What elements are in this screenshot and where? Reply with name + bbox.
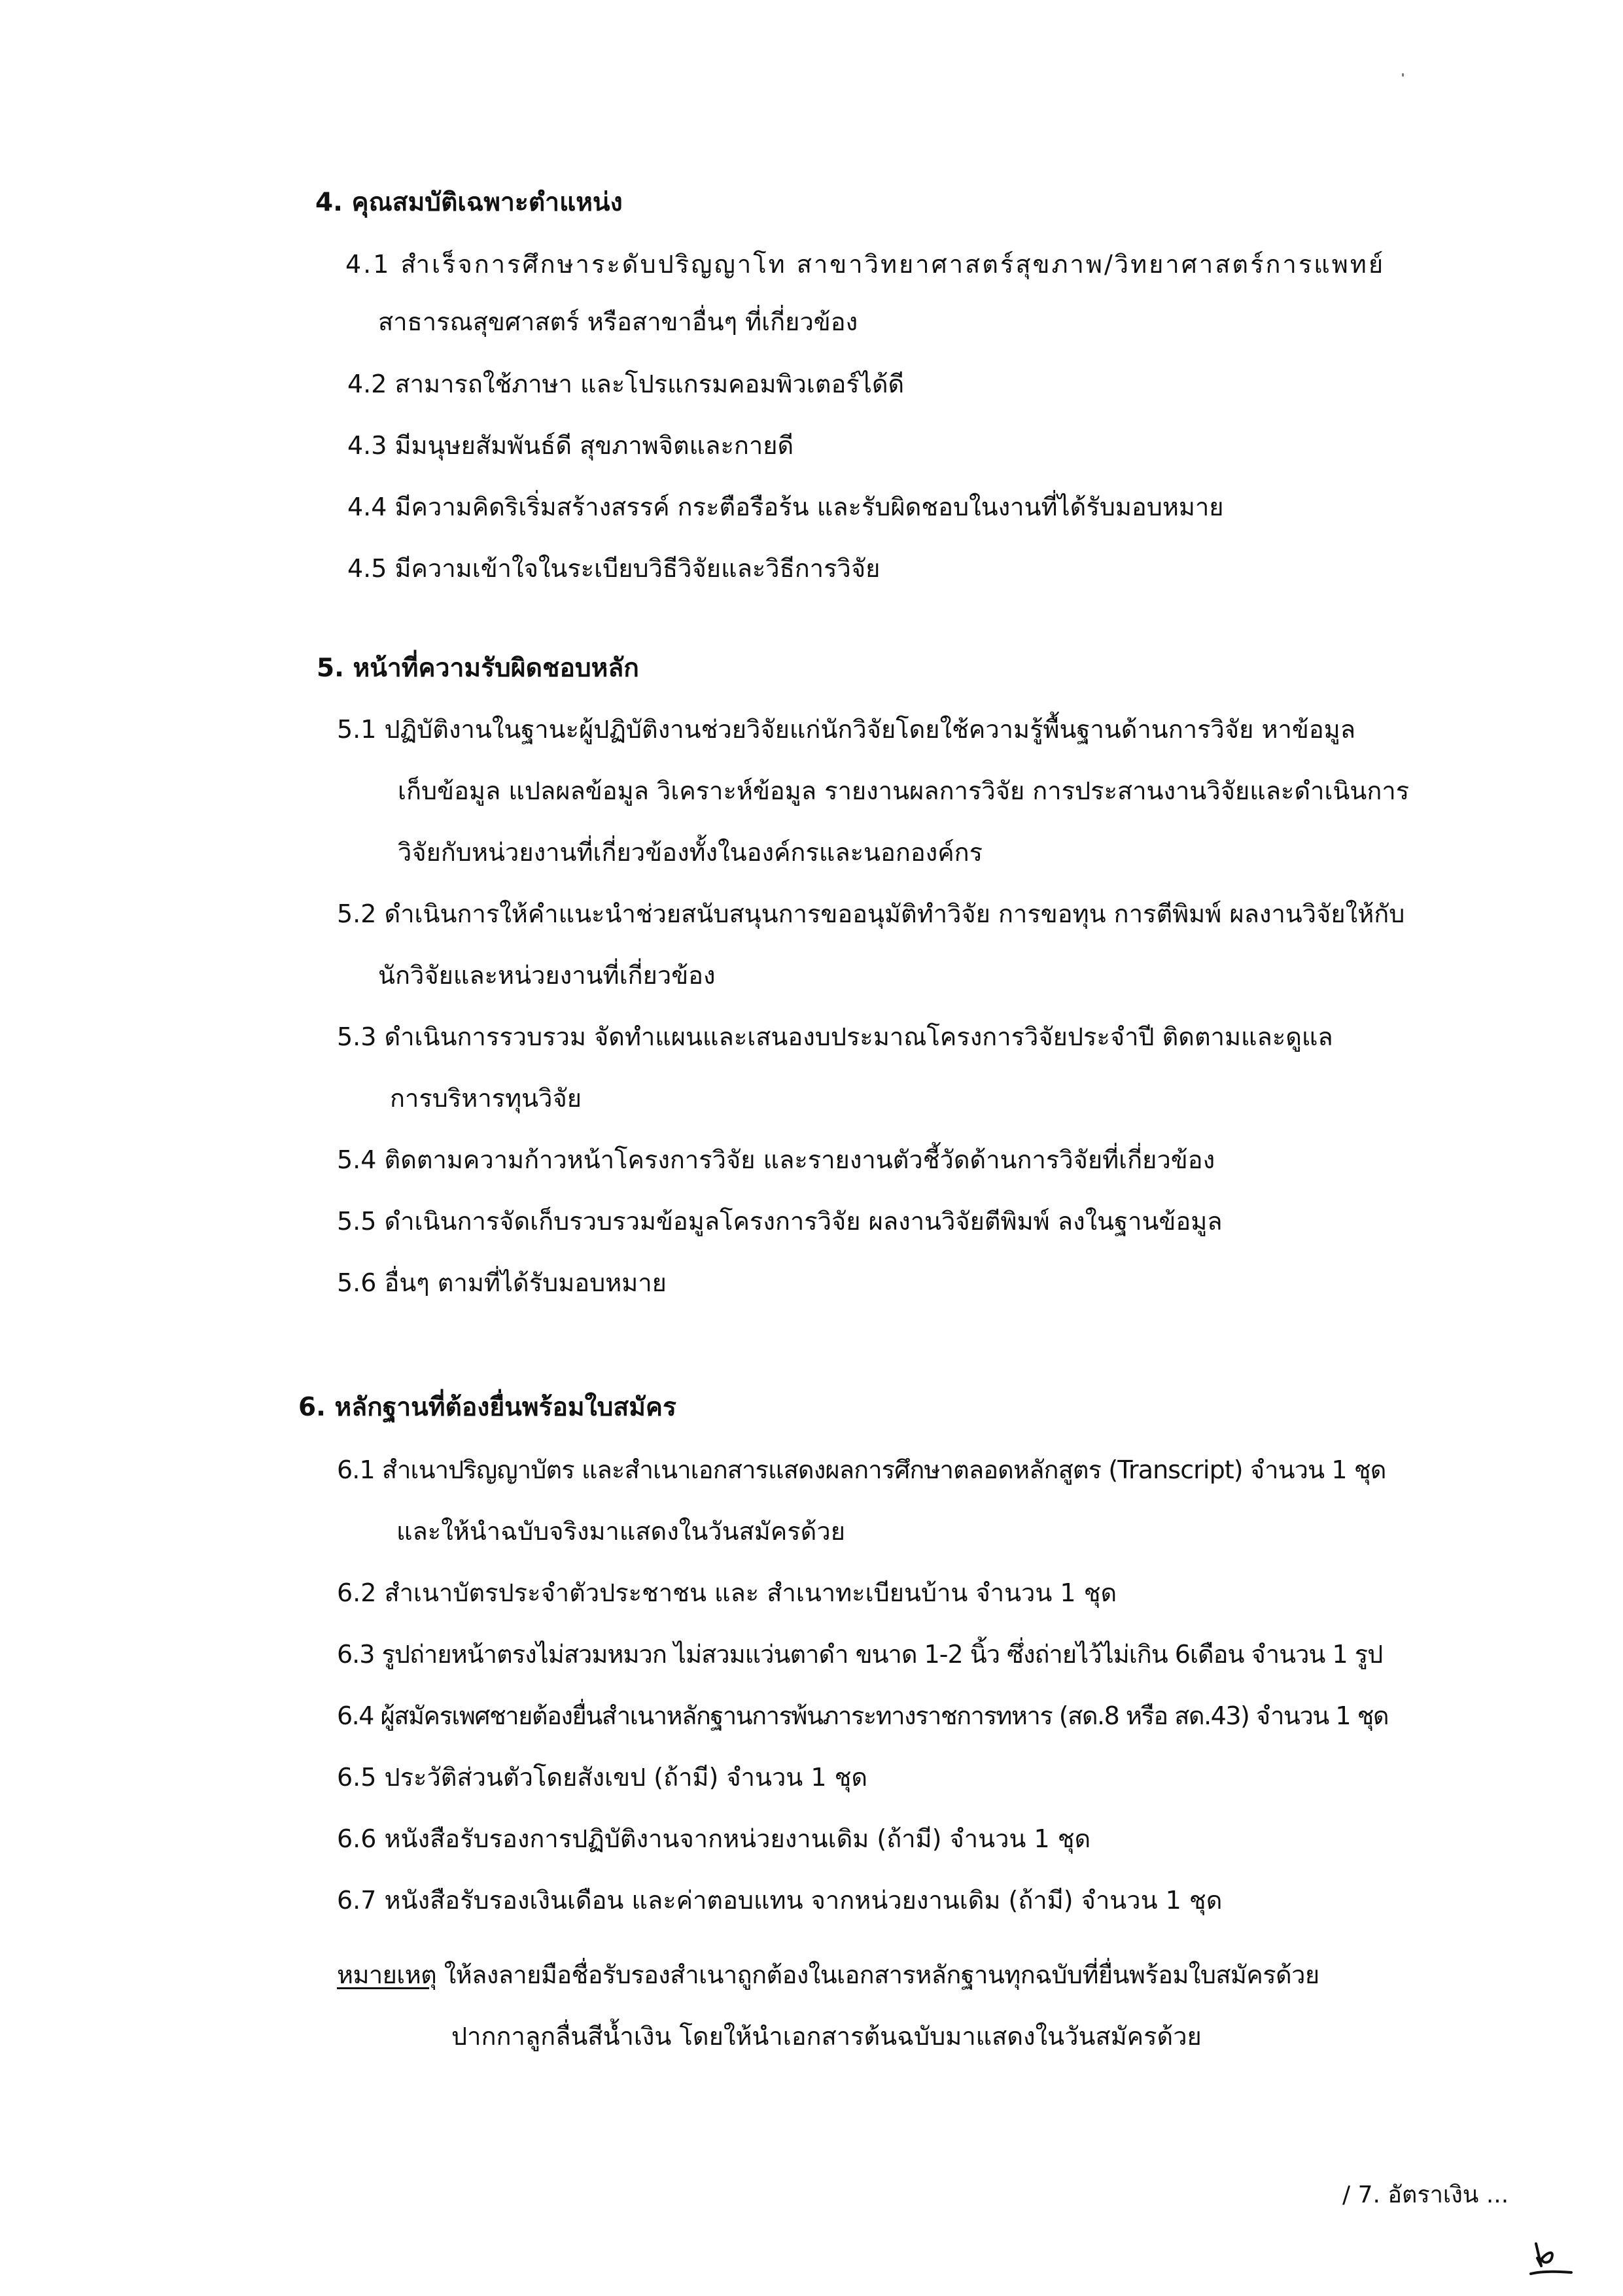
item-5-2-cont: นักวิจัยและหน่วยงานที่เกี่ยวข้อง (378, 961, 716, 990)
item-5-1-cont-1: เก็บข้อมูล แปลผลข้อมูล วิเคราะห์ข้อมูล รายงานผลการวิจัย การประสานงานวิจัยและดำเนินการ (398, 776, 1410, 805)
section-5-heading: 5. หน้าที่ความรับผิดชอบหลัก (317, 653, 639, 683)
note-label: หมายเหตุ (337, 1960, 437, 1989)
item-4-4: 4.4 มีความคิดริเริ่มสร้างสรรค์ กระตือรือร้น และรับผิดชอบในงานที่ได้รับมอบหมาย (347, 493, 1224, 521)
stray-mark (1402, 73, 1404, 77)
section-4-heading: 4. คุณสมบัติเฉพาะตำแหน่ง (315, 188, 623, 217)
item-6-3: 6.3 รูปถ่ายหน้าตรงไม่สวมหมวก ไม่สวมแว่นตาดำ ขนาด 1-2 นิ้ว ซึ่งถ่ายไว้ไม่เกิน 6เดือน จำนวน 1 รูป (337, 1640, 1383, 1669)
note-text-1: ให้ลงลายมือชื่อรับรองสำเนาถูกต้องในเอกสารหลักฐานทุกฉบับที่ยื่นพร้อมใบสมัครด้วย (444, 1960, 1319, 1989)
item-4-1: 4.1 สำเร็จการศึกษาระดับปริญญาโท สาขาวิทยาศาสตร์สุขภาพ/วิทยาศาสตร์การแพทย์ (345, 250, 1386, 279)
item-6-4: 6.4 ผู้สมัครเพศชายต้องยื่นสำเนาหลักฐานการพ้นภาระทางราชการทหาร (สด.8 หรือ สด.43) จำนวน 1 ชุด (337, 1701, 1389, 1730)
item-5-6: 5.6 อื่นๆ ตามที่ได้รับมอบหมาย (337, 1268, 667, 1297)
item-4-5: 4.5 มีความเข้าใจในระเบียบวิธีวิจัยและวิธีการวิจัย (347, 554, 881, 583)
note-line-2: ปากกาลูกลื่นสีน้ำเงิน โดยให้นำเอกสารต้นฉบับมาแสดงในวันสมัครด้วย (451, 2022, 1202, 2051)
item-5-3: 5.3 ดำเนินการรวบรวม จัดทำแผนและเสนองบประมาณโครงการวิจัยประจำปี ติดตามและดูแล (337, 1022, 1333, 1051)
item-5-5: 5.5 ดำเนินการจัดเก็บรวบรวมข้อมูลโครงการวิจัย ผลงานวิจัยตีพิมพ์ ลงในฐานข้อมูล (337, 1207, 1223, 1236)
note-line-1 (337, 1962, 1319, 1987)
item-6-1: 6.1 สำเนาปริญญาบัตร และสำเนาเอกสารแสดงผลการศึกษาตลอดหลักสูตร (Transcript) จำนวน 1 ชุด (337, 1455, 1386, 1484)
handwritten-initials-icon (1528, 2240, 1574, 2279)
item-5-3-cont: การบริหารทุนวิจัย (390, 1084, 582, 1113)
item-4-3: 4.3 มีมนุษยสัมพันธ์ดี สุขภาพจิตและกายดี (347, 431, 794, 460)
item-6-2: 6.2 สำเนาบัตรประจำตัวประชาชน และ สำเนาทะเบียนบ้าน จำนวน 1 ชุด (337, 1578, 1117, 1607)
item-5-2: 5.2 ดำเนินการให้คำแนะนำช่วยสนับสนุนการขออนุมัติทำวิจัย การขอทุน การตีพิมพ์ ผลงานวิจัยให้กับ (337, 899, 1405, 928)
next-page-reference: / 7. อัตราเงิน ... (1342, 2182, 1509, 2208)
item-5-1-cont-2: วิจัยกับหน่วยงานที่เกี่ยวข้องทั้งในองค์กรและนอกองค์กร (398, 838, 983, 867)
section-6-heading: 6. หลักฐานที่ต้องยื่นพร้อมใบสมัคร (298, 1393, 676, 1422)
item-5-1: 5.1 ปฏิบัติงานในฐานะผู้ปฏิบัติงานช่วยวิจัยแก่นักวิจัยโดยใช้ความรู้พื้นฐานด้านการวิจัย หาข้อมูล (337, 715, 1355, 744)
item-4-1-cont: สาธารณสุขศาสตร์ หรือสาขาอื่นๆ ที่เกี่ยวข้อง (378, 307, 858, 336)
item-6-7: 6.7 หนังสือรับรองเงินเดือน และค่าตอบแทน จากหน่วยงานเดิม (ถ้ามี) จำนวน 1 ชุด (337, 1886, 1223, 1915)
item-6-5: 6.5 ประวัติส่วนตัวโดยสังเขป (ถ้ามี) จำนวน 1 ชุด (337, 1763, 868, 1792)
item-6-6: 6.6 หนังสือรับรองการปฏิบัติงานจากหน่วยงานเดิม (ถ้ามี) จำนวน 1 ชุด (337, 1824, 1091, 1853)
item-6-1-cont: และให้นำฉบับจริงมาแสดงในวันสมัครด้วย (396, 1517, 845, 1546)
item-5-4: 5.4 ติดตามความก้าวหน้าโครงการวิจัย และรายงานตัวชี้วัดด้านการวิจัยที่เกี่ยวข้อง (337, 1145, 1215, 1174)
item-4-2: 4.2 สามารถใช้ภาษา และโปรแกรมคอมพิวเตอร์ได้ดี (347, 370, 905, 398)
